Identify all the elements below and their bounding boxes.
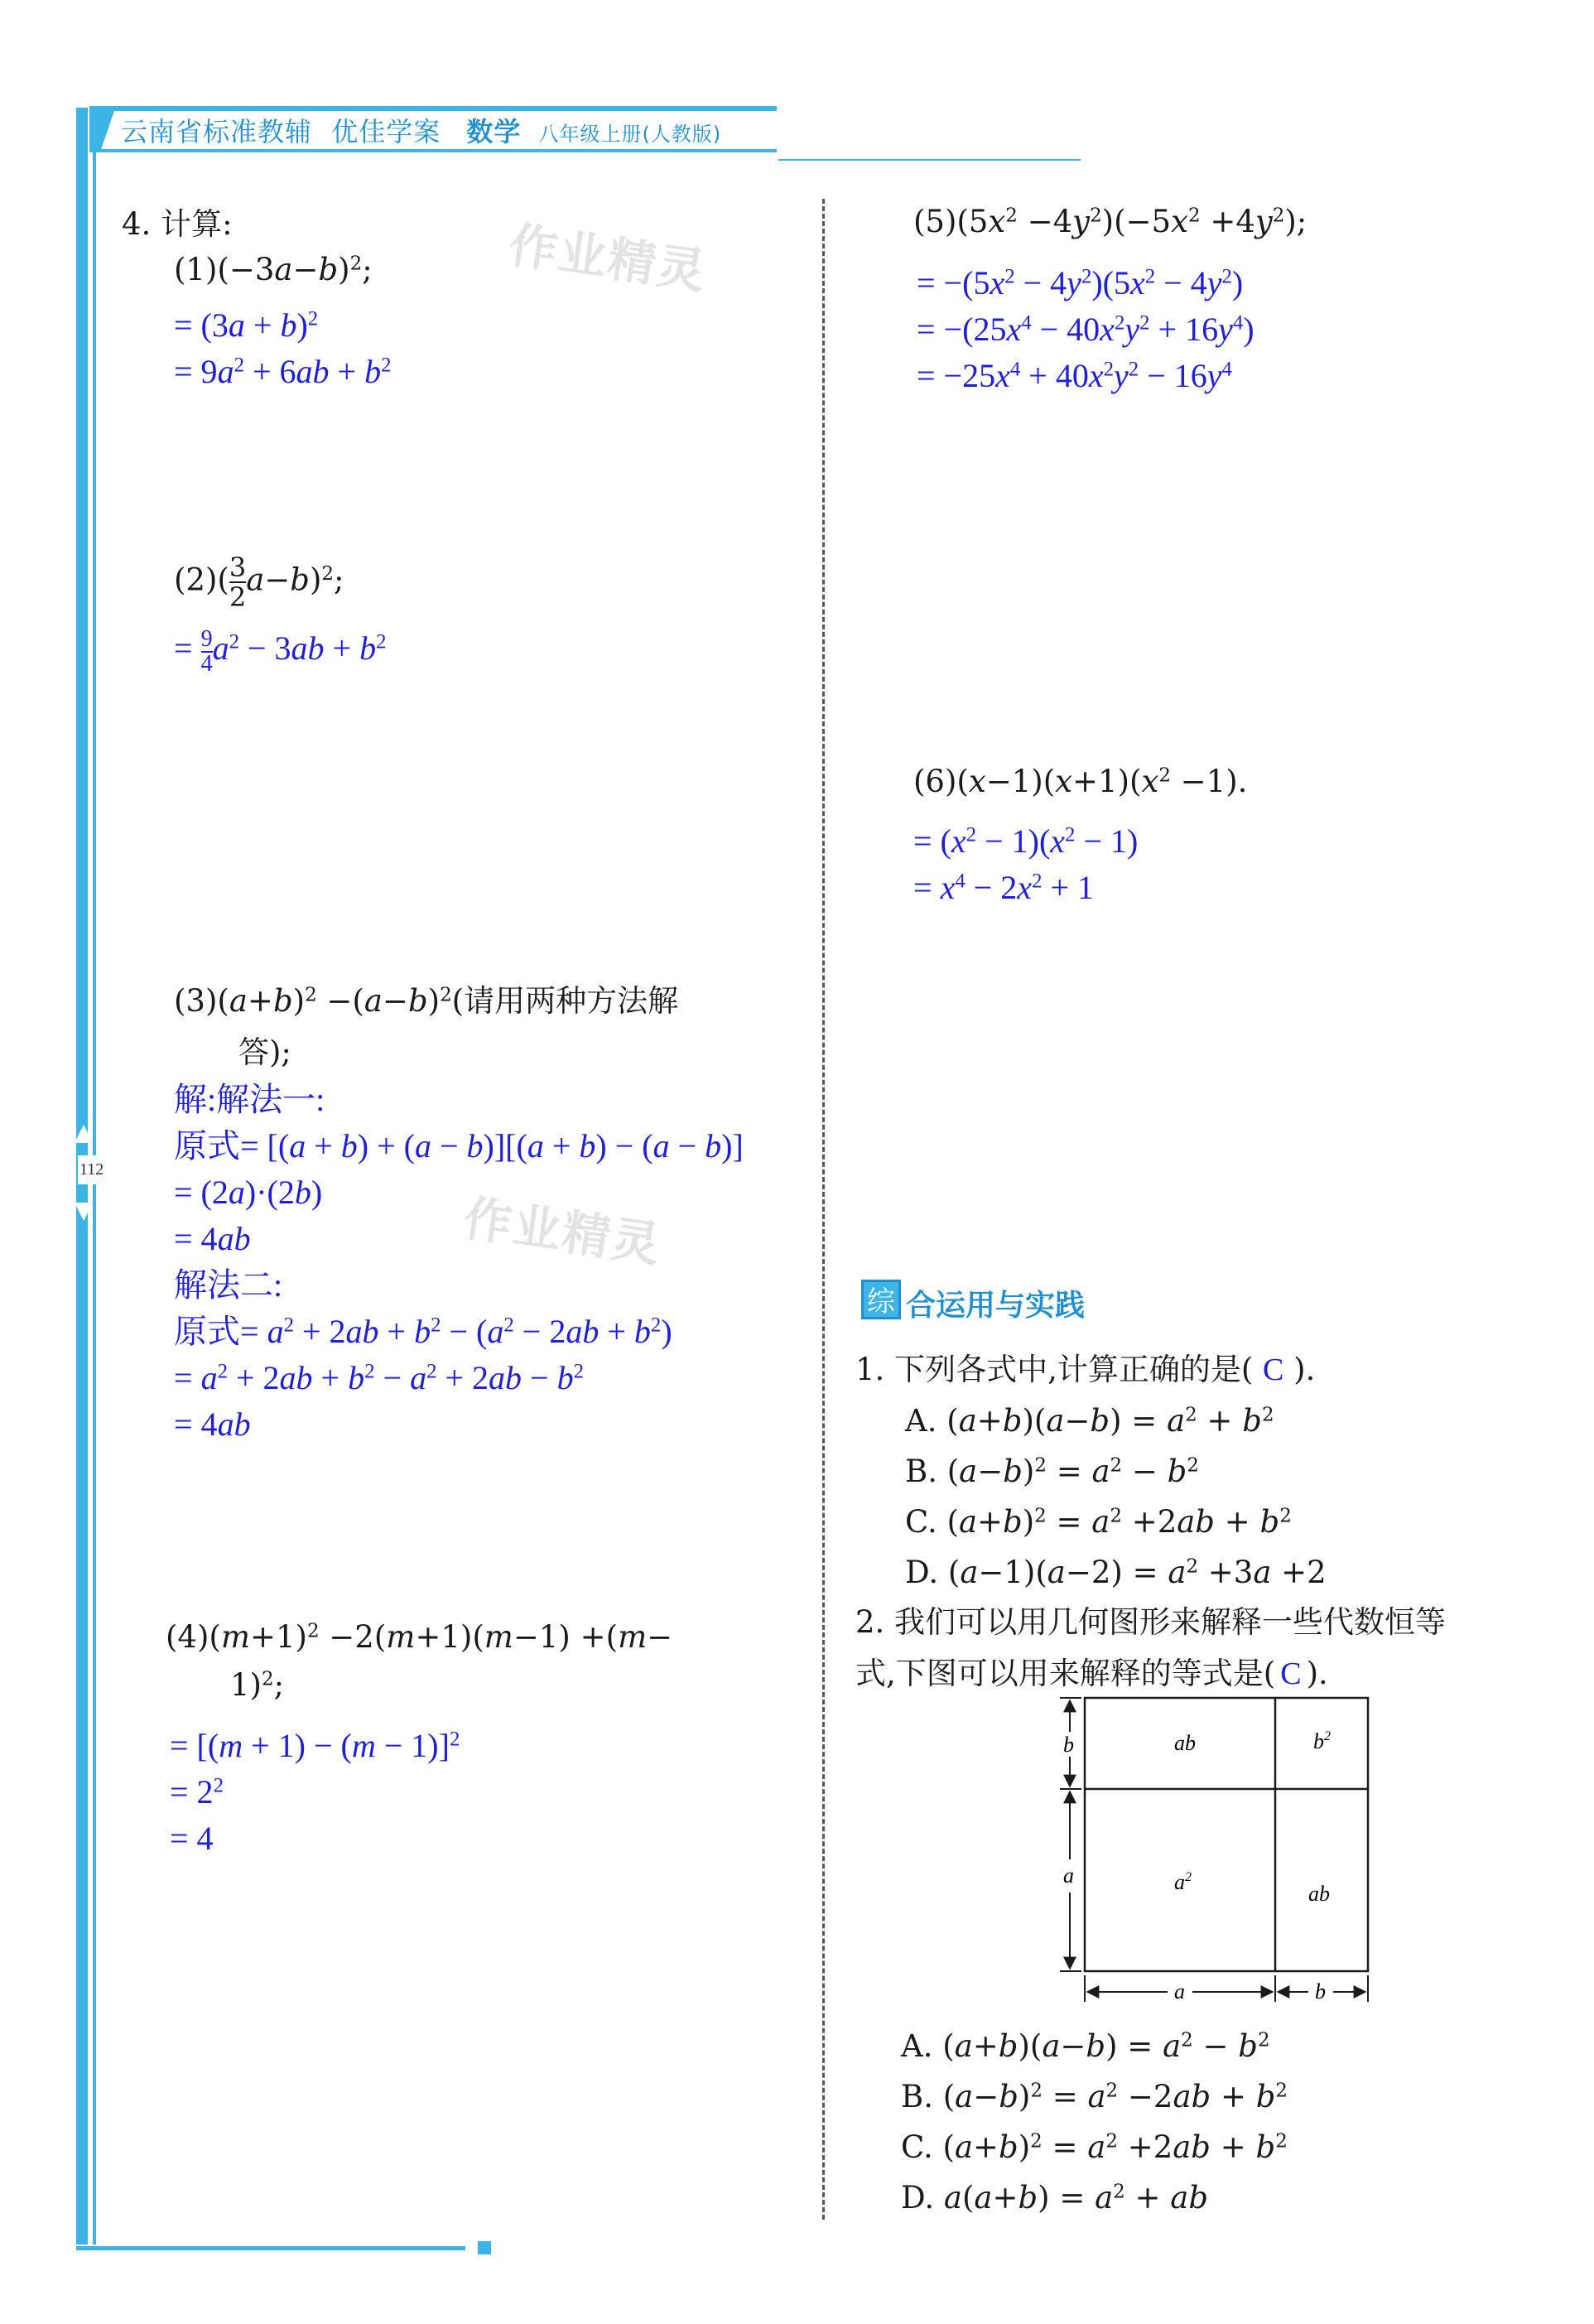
watermark: 作业精灵 [460, 1189, 665, 1274]
q4-part4-label: $(4)(m+1)^2 -2(m+1)(m-1) +(m-$ [166, 1619, 673, 1655]
mc2-stem-line2 [855, 1648, 1328, 1693]
header-rule-bottom [89, 149, 777, 152]
q4-part5-answer: = $-(5x^2 - 4y^2)(5x^2 - 4y^2)$ = $-(25x^4 - 40x^2y^2 + 16y^4)$ = $-25x^4 + 40x^2y^2 - 16y^4$ [917, 264, 1254, 394]
column-divider [822, 199, 825, 2220]
cell-b-squared: $b^2$ [1313, 1729, 1331, 1753]
header-grade: 八年级上册(人教版) [538, 123, 722, 146]
margin-bar-inner [93, 133, 96, 2244]
mc1-stem [855, 1344, 1315, 1389]
mc1-answer: C [1263, 1352, 1284, 1387]
mc1-option-a: A. $(a+b)(a-b) = a^2 + b^2$ [905, 1403, 1274, 1439]
q4-part1-answer: = $(3a + b)^2$ = $9a^2 + 6ab + b^2$ [174, 306, 392, 390]
solution-method-1: 解:解法一: [174, 1081, 325, 1118]
square-diagram [1052, 1694, 1375, 2017]
bottom-label-a: a [1174, 1979, 1185, 2003]
mc2-option-c: C. $(a+b)^2 = a^2 +2ab + b^2$ [901, 2129, 1288, 2165]
q4-part6-answer: = $(x^2 - 1)(x^2 - 1)$ = $x^4 - 2x^2 + 1$ [913, 822, 1139, 906]
mc1-stem-text: 1. 下列各式中,计算正确的是( [855, 1352, 1254, 1387]
q4-part3-answer: 解:解法一: 原式= [(a + b) + (a − b)][(a + b) − (a − b)] = (2a)·(2b) = 4ab 解法二: 原式= $a^2 + 2ab + b^2 - (a^2 - 2ab + b^2)$ = $a^2 + 2ab + b^2 - a^2 + 2ab - b^2$ = 4ab [174, 1077, 744, 1448]
cell-ab-bottom: ab [1308, 1882, 1330, 1906]
q4-part4-label-cont: 1)$^2$; [230, 1667, 285, 1703]
mc2-answer: C [1280, 1656, 1302, 1691]
mc1-option-c: C. $(a+b)^2 = a^2 +2ab + b^2$ [905, 1504, 1292, 1540]
header-subject: 数学 [466, 116, 522, 147]
section-title: 合运用与实践 [906, 1289, 1086, 1323]
cell-ab-top: ab [1174, 1731, 1196, 1755]
q4-part3-label: $(3)(a+b)^2 -(a-b)^2$(请用两种方法解 [174, 983, 679, 1019]
q4-part5-label: $(5)(5x^2 -4y^2)(-5x^2 +4y^2)$; [913, 204, 1307, 239]
header-product: 优佳学案 [331, 116, 441, 147]
running-header [121, 111, 721, 149]
q4-part1-label: $(1)(-3a-b)^2$; [174, 252, 373, 287]
q4-part2-answer: = $\frac{9}{4}$ $a^2 - 3ab + b^2$ [174, 625, 387, 677]
mc2-stem-line1: 2. 我们可以用几何图形来解释一些代数恒等 [855, 1604, 1447, 1640]
q4-part3-label-cont: 答); [238, 1034, 291, 1070]
mc2-option-a: A. $(a+b)(a-b) = a^2 - b^2$ [901, 2028, 1270, 2064]
footer-rule [76, 2246, 465, 2250]
mc2-option-b: B. $(a-b)^2 = a^2 -2ab + b^2$ [901, 2079, 1288, 2114]
mc1-option-d: D. $(a-1)(a-2) = a^2 +3a +2$ [905, 1555, 1327, 1590]
q4-part6-label: $(6)(x-1)(x+1)(x^2 -1)$. [913, 764, 1248, 799]
header-rule-extension [778, 159, 1081, 161]
side-label-a: a [1063, 1864, 1074, 1888]
mc2-option-d: D. $a(a+b) = a^2$ + ab [901, 2180, 1209, 2216]
mc1-options [905, 1396, 1327, 1598]
mc2-stem-text: 式,下图可以用来解释的等式是( [855, 1656, 1276, 1691]
mc2-options [901, 2021, 1288, 2223]
mc2-stem-end: ). [1306, 1656, 1328, 1691]
mc1-stem-end: ). [1293, 1352, 1316, 1387]
q4-part2-label: (2)( $\frac{3}{2}$ a−b)$^2$; [174, 552, 344, 613]
bottom-label-b: b [1315, 1979, 1326, 2003]
side-label-b: b [1063, 1733, 1074, 1757]
footer-square [478, 2241, 491, 2254]
watermark: 作业精灵 [505, 216, 710, 301]
q4-part4-answer: = $[(m + 1) - (m - 1)]^2$ = $2^2$ = 4 [170, 1727, 460, 1857]
section-icon: 综 [861, 1280, 901, 1319]
cell-a-squared: $a^2$ [1174, 1870, 1192, 1894]
solution-method-2: 解法二: [174, 1266, 283, 1304]
question-4-heading: 4. 计算: [122, 206, 233, 242]
page-number: 112 [78, 1155, 105, 1184]
mc1-option-b: B. $(a-b)^2 = a^2 - b^2$ [905, 1454, 1199, 1489]
header-series: 云南省标准教辅 [121, 116, 313, 147]
